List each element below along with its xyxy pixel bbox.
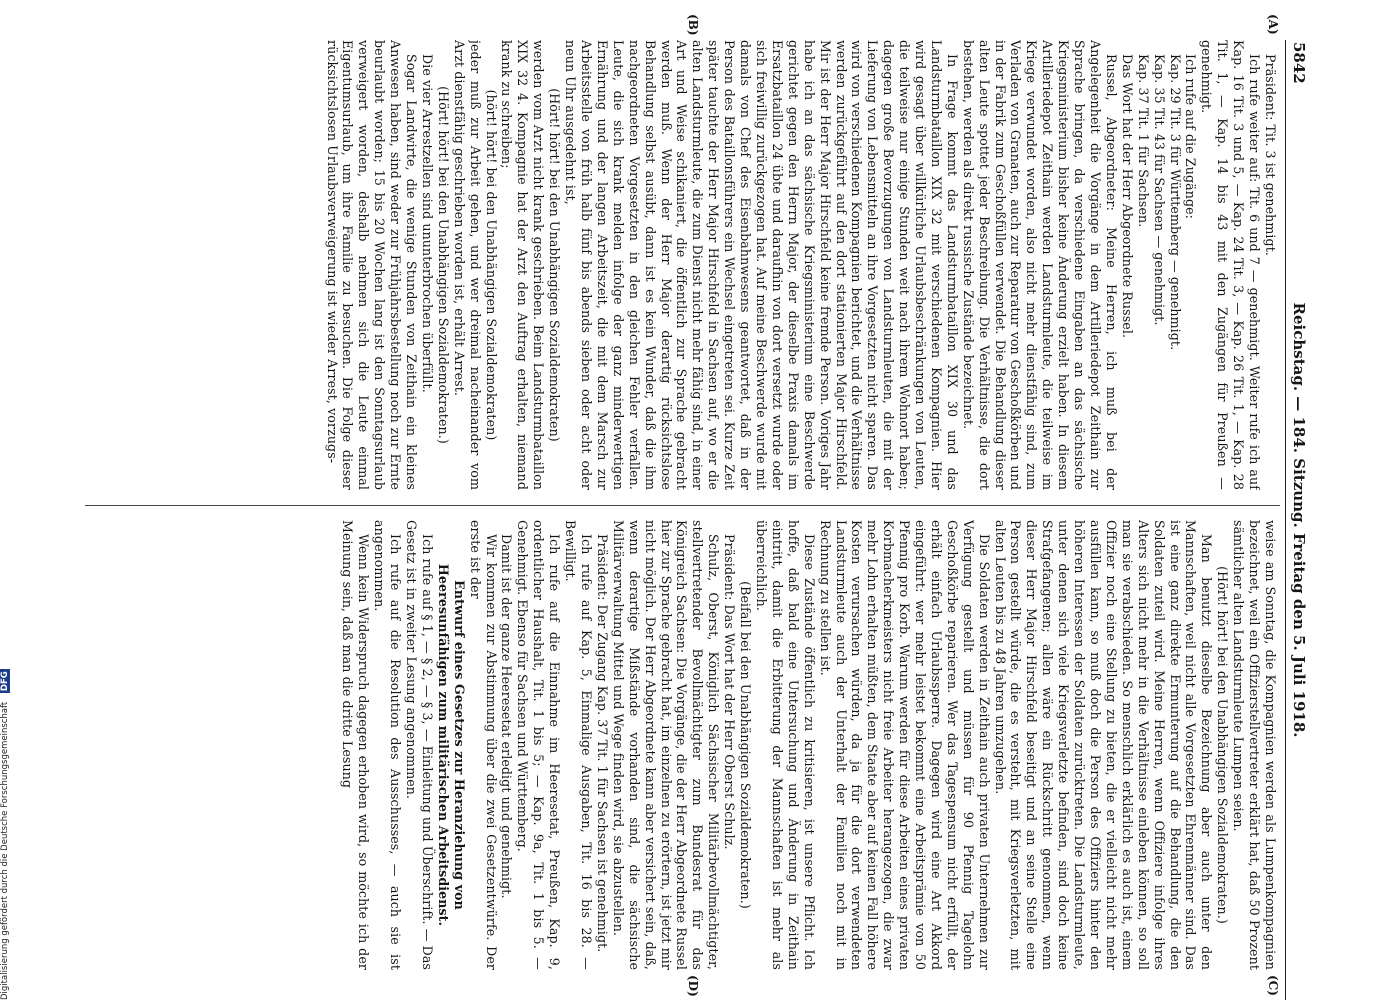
paragraph: Ich rufe auf die Resolution des Ausschusses, — auch sie ist angenommen. bbox=[372, 520, 404, 970]
paragraph: Man benutzt dieselbe Bezeichnung aber auch unter den Mannschaften, weil nicht alle Vorgesetzten Ehrenmänner sind. Das ist eine ganz direkte Ermunterung auf die Behandlung, die den Soldaten zuteil wird. Meine Herren, wenn Offiziere infolge ihres Alters sich nicht mehr in die Verhältnisse einleben können, so soll man sie verabschieden. So menschlich erklärlich es auch ist, einem Offizier noch eine Stellung zu bieten, die er vielleicht nicht mehr ausfüllen kann, so muß doch die Person des Offiziers hinter den höheren Interessen der Soldaten zurücktreten. Die Landsturmleute, unter denen sich viele Kriegsverletzte befinden, sind doch keine Strafgefangenen; allen wäre ein Rückschritt genommen, wenn dieser Herr Major Hirschfeld beseitigt und an seine Stelle eine Person gestellt würde, die es versteht, mit Kriegsverletzten, mit alten Leuten bis zu 48 Jahren umzugehen. bbox=[992, 520, 1215, 970]
paragraph: Die vier Arrestzellen sind ununterbrochen überfüllt. bbox=[419, 54, 435, 393]
margin-mark-d: (D) bbox=[686, 975, 700, 997]
paragraph: Kap. 37 Tit. 1 für Sachsen. bbox=[1135, 54, 1151, 228]
paragraph: Kap. 29 Tit. 3 für Württemberg — genehmigt. bbox=[1167, 54, 1183, 351]
right-column bbox=[88, 520, 1278, 970]
header-title: Reichstag. — 184. Sitzung. Freitag den 5. Juli 1918. bbox=[1290, 302, 1308, 738]
paragraph: Schulz, Oberst, Königlich Sächsischer Militärbevollmächtigter, stellvertretender Bevollmächtigter zum Bundesrat für das Königreich Sachsen: Die Vorgänge, die der Herr Abgeordnete Russel hier zur Sprache gebracht hat, im einzelnen zu erörtern, ist jetzt mir nicht möglich. Der Herr Abgeordnete kann aber versichert sein, daß, wenn derartige Mißstände vorhanden sind, die sächsische Militärverwaltung Mittel und Wege finden wird, sie abzustellen. bbox=[610, 520, 722, 970]
paragraph: Wenn kein Widerspruch dagegen erhoben wird, so möchte ich der Meinung sein, daß man die dritte Lesung bbox=[340, 520, 372, 970]
credit-text: Digitalisierung gefördert durch die Deutsche Forschungsgemeinschaft bbox=[0, 701, 10, 1000]
paragraph: Ich rufe weiter auf: Tit. 6 und 7 — genehmigt. Weiter rufe ich auf Kap. 16 Tit. 3 und 5, — Kap. 24 Tit. 3, — Kap. 26 Tit. 1, — Kap. 28 Tit. 1, — Kap. 14 bis 43 mit den Zugängen für Preußen — genehmigt. bbox=[1199, 40, 1263, 490]
paragraph: Das Wort hat der Herr Abgeordnete Russel. bbox=[1119, 54, 1135, 339]
margin-mark-a: (A) bbox=[1266, 14, 1280, 35]
paragraph: In Frage kommt das Landsturmbataillon XIX 30 und das Landsturmbataillon XIX 32 mit verschiedenen Kompagnien. Hier wird gesagt über willkürliche Urlaubsbeschränkungen von Leuten, die teilweise nur einige Stunden weit nach ihrem Wohnort haben; dagegen große Bevorzugungen von Landsturmleuten, die mit der Lieferung von Lebensmitteln an ihre Vorgesetzten nicht sparen. Das wird von verschiedenen Kompagnien berichtet, und die Verhältnisse werden zurückgeführt auf den dort stationierten Major Hirschfeld. Mir ist der Herr Major Hirschfeld keine fremde Person. Voriges Jahr habe ich an das sächsische Kriegsministerium eine Beschwerde gerichtet gegen den Herrn Major, der dieselbe Praxis damals im Ersatzbataillon 24 übte und daraufhin von dort versetzt wurde oder sich freiwillig zurückgezogen hat. Auf meine Beschwerde wurde mit damals von Chef des Eisenbahnwesens geantwortet, daß in der Person des Bataillonsführers ein Wechsel eingetreten sei. Kurze Zeit später tauchte der Herr Major Hirschfeld in Sachsen auf, wo er die alten Landsturmleute, die zum Dienst nicht mehr fähig sind, in einer Art und Weise schikaniert, die öffentlich zur Sprache gebracht werden muß. Wenn der Herr Major derartig rücksichtslose Behandlung selbst ausübt, dann ist es kein Wunder, daß die ihm nachgeordneten Vorgesetzten in den gleichen Fehler verfallen. Leute, die sich krank melden infolge der ganz minderwertigen Ernährung und der langen Arbeitszeit, die mit dem Marsch zur Arbeitsstelle von früh halb fünf bis abends sieben oder acht oder neun Uhr ausgedehnt ist, bbox=[563, 40, 960, 490]
interjection: (Hört! hört! bei den Unabhängigen Sozialdemokraten.) bbox=[1215, 566, 1231, 924]
paragraph: Diese Zustände öffentlich zu kritisieren, ist unsere Pflicht. Ich hoffe, daß bald eine Untersuchung und Änderung in Zeithain eintritt, damit die Erbitterung der Mannschaften ist mehr als überreichlich. bbox=[754, 520, 817, 970]
paragraph: Präsident: Der Zugang Kap. 37 Tit. 1 für Sachsen ist genehmigt. bbox=[594, 534, 610, 953]
left-column bbox=[88, 40, 1278, 490]
margin-mark-b: (B) bbox=[686, 14, 700, 36]
rotated-newspaper-page bbox=[70, 14, 1310, 1000]
page-header bbox=[1285, 40, 1310, 1000]
margin-mark-c: (C) bbox=[1266, 975, 1280, 996]
paragraph: Präsident: Das Wort hat der Herr Oberst Schulz. bbox=[722, 534, 738, 850]
paragraph: weise am Sonntag, die Kompagnien werden als Lumpenkompagnien bezeichnet, weil ein Offizierstellvertreter erklärt hat, daß 50 Prozent sämtlicher alten Landsturmleute Lumpen seien. bbox=[1231, 520, 1278, 970]
bill-heading: Entwurf eines Gesetzes zur Heranziehung von Heeresunfähigen zum militärischen Arbeitsdienst. bbox=[435, 563, 467, 927]
interjection: (Beifall bei den Unabhängigen Sozialdemokraten.) bbox=[738, 581, 754, 909]
paragraph: werden vom Arzt nicht krank geschrieben. Beim Landsturmbataillon XIX 32 4. Kompagnie hat der Arzt den Auftrag erhalten, niemand krank zu schreiben; bbox=[499, 40, 547, 490]
page-number: 5842 bbox=[1290, 42, 1308, 84]
paragraph: jeder muß zur Arbeit gehen, und wer dreimal nacheinander vom Arzt dienstfähig geschrieben worden ist, erhält Arrest. bbox=[451, 40, 483, 490]
paragraph: Die Soldaten werden in Zeithain auch privaten Unternehmen zur Verfügung gestellt und müssen für 90 Pfennig Tagelohn Geschoßkörbe reparieren. Wer das Tagespensum nicht erfüllt, der erhält einfach Urlaubssperre. Dagegen wird eine Art Akkord eingeführt: wer mehr leistet bekommt eine Arbeitsprämie von 50 Pfennig pro Korb. Warum werden für diese Arbeiten eines privaten Korbmacherkmeisters nicht freie Arbeiter herangezogen, die zwar mehr Lohn erhalten müßten, dem Staate aber auf keinen Fall höhere Kosten verursachen würden, da ja für die dort verwendeten Landsturmleute auch der Unterhalt der Familien noch mit in Rechnung zu stellen ist. bbox=[817, 520, 992, 970]
digitization-credit bbox=[0, 0, 16, 1000]
paragraph: Wir kommen zur Abstimmung über die zwei Gesetzentwürfe. Der erste ist der bbox=[467, 520, 499, 970]
paragraph: Kap. 35 Tit. 43 für Sachsen — genehmigt. bbox=[1151, 54, 1167, 326]
paragraph: Ich rufe auf Kap. 5, Einmalige Ausgaben, Tit. 16 bis 28. — Bewilligt. bbox=[563, 520, 595, 970]
paragraph: Ich rufe auf die Einnahme im Heeresetat, Preußen, Kap. 9, ordentlicher Haushalt, Tit. 1 bis 5; — Kap. 9a, Tit. 1 bis 5. — Genehmigt. Ebenso für Sachsen und Württemberg. bbox=[515, 520, 563, 970]
interjection: (Hört! hört! bei den Unabhängigen Sozialdemokraten) bbox=[547, 88, 563, 442]
interjection: (Hört! hört! bei den Unabhängigen Sozialdemokraten.) bbox=[435, 86, 451, 444]
paragraph: Sogar Landwirte, die wenige Stunden von Zeithain ein kleines Anwesen haben, sind weder zur Frühjahrsbestellung noch zur Ernte beurlaubt worden; 15 bis 20 Wochen lang ist den Sonntagsurlaub verweigert worden, deshalb nehmen sich die Leute einmal Eigentumsurlaub, um ihre Familie zu besuchen. Die Folge dieser rücksichtslosen Urlaubsverweigerung ist wieder Arrest, vorzugs- bbox=[324, 40, 420, 490]
paragraph: Präsident: Tit. 3 ist genehmigt. bbox=[1263, 54, 1278, 256]
paragraph: Ich rufe auf § 1, — § 2, — § 3, — Einleitung und Überschrift. — Das Gesetz ist in zweiter Lesung angenommen. bbox=[404, 520, 435, 970]
paragraph: Russel, Abgeordneter: Meine Herren, ich muß bei der Angelegenheit die Vorgänge in dem Artilleriedepot Zeithain zur Sprache bringen, da verschiedene Eingaben an das sächsische Kriegsministerium bisher keine Änderung erzielt haben. In diesem Artilleriedepot Zeithain werden Landsturmleute, die teilweise im Kriege verwundet worden, also nicht mehr dienstfähig sind, zum Verladen von Granaten, auch zur Reparatur von Geschoßkörben und in der Fabrik zum Geschoßfüllen verwendet. Die Behandlung dieser alten Leute spottet jeder Beschreibung. Die Verhältnisse, die dort bestehen, werden als direkt russische Zustände bezeichnet. bbox=[960, 40, 1119, 490]
column-divider bbox=[85, 505, 1280, 506]
paragraph: Damit ist der ganze Heeresetat erledigt und genehmigt. bbox=[499, 534, 515, 899]
paragraph: Ich rufe auf die Zugänge: bbox=[1183, 54, 1199, 220]
interjection: (hört! hört! bei den Unabhängigen Sozialdemokraten) bbox=[483, 89, 499, 441]
dfg-logo: DFG bbox=[0, 671, 10, 692]
